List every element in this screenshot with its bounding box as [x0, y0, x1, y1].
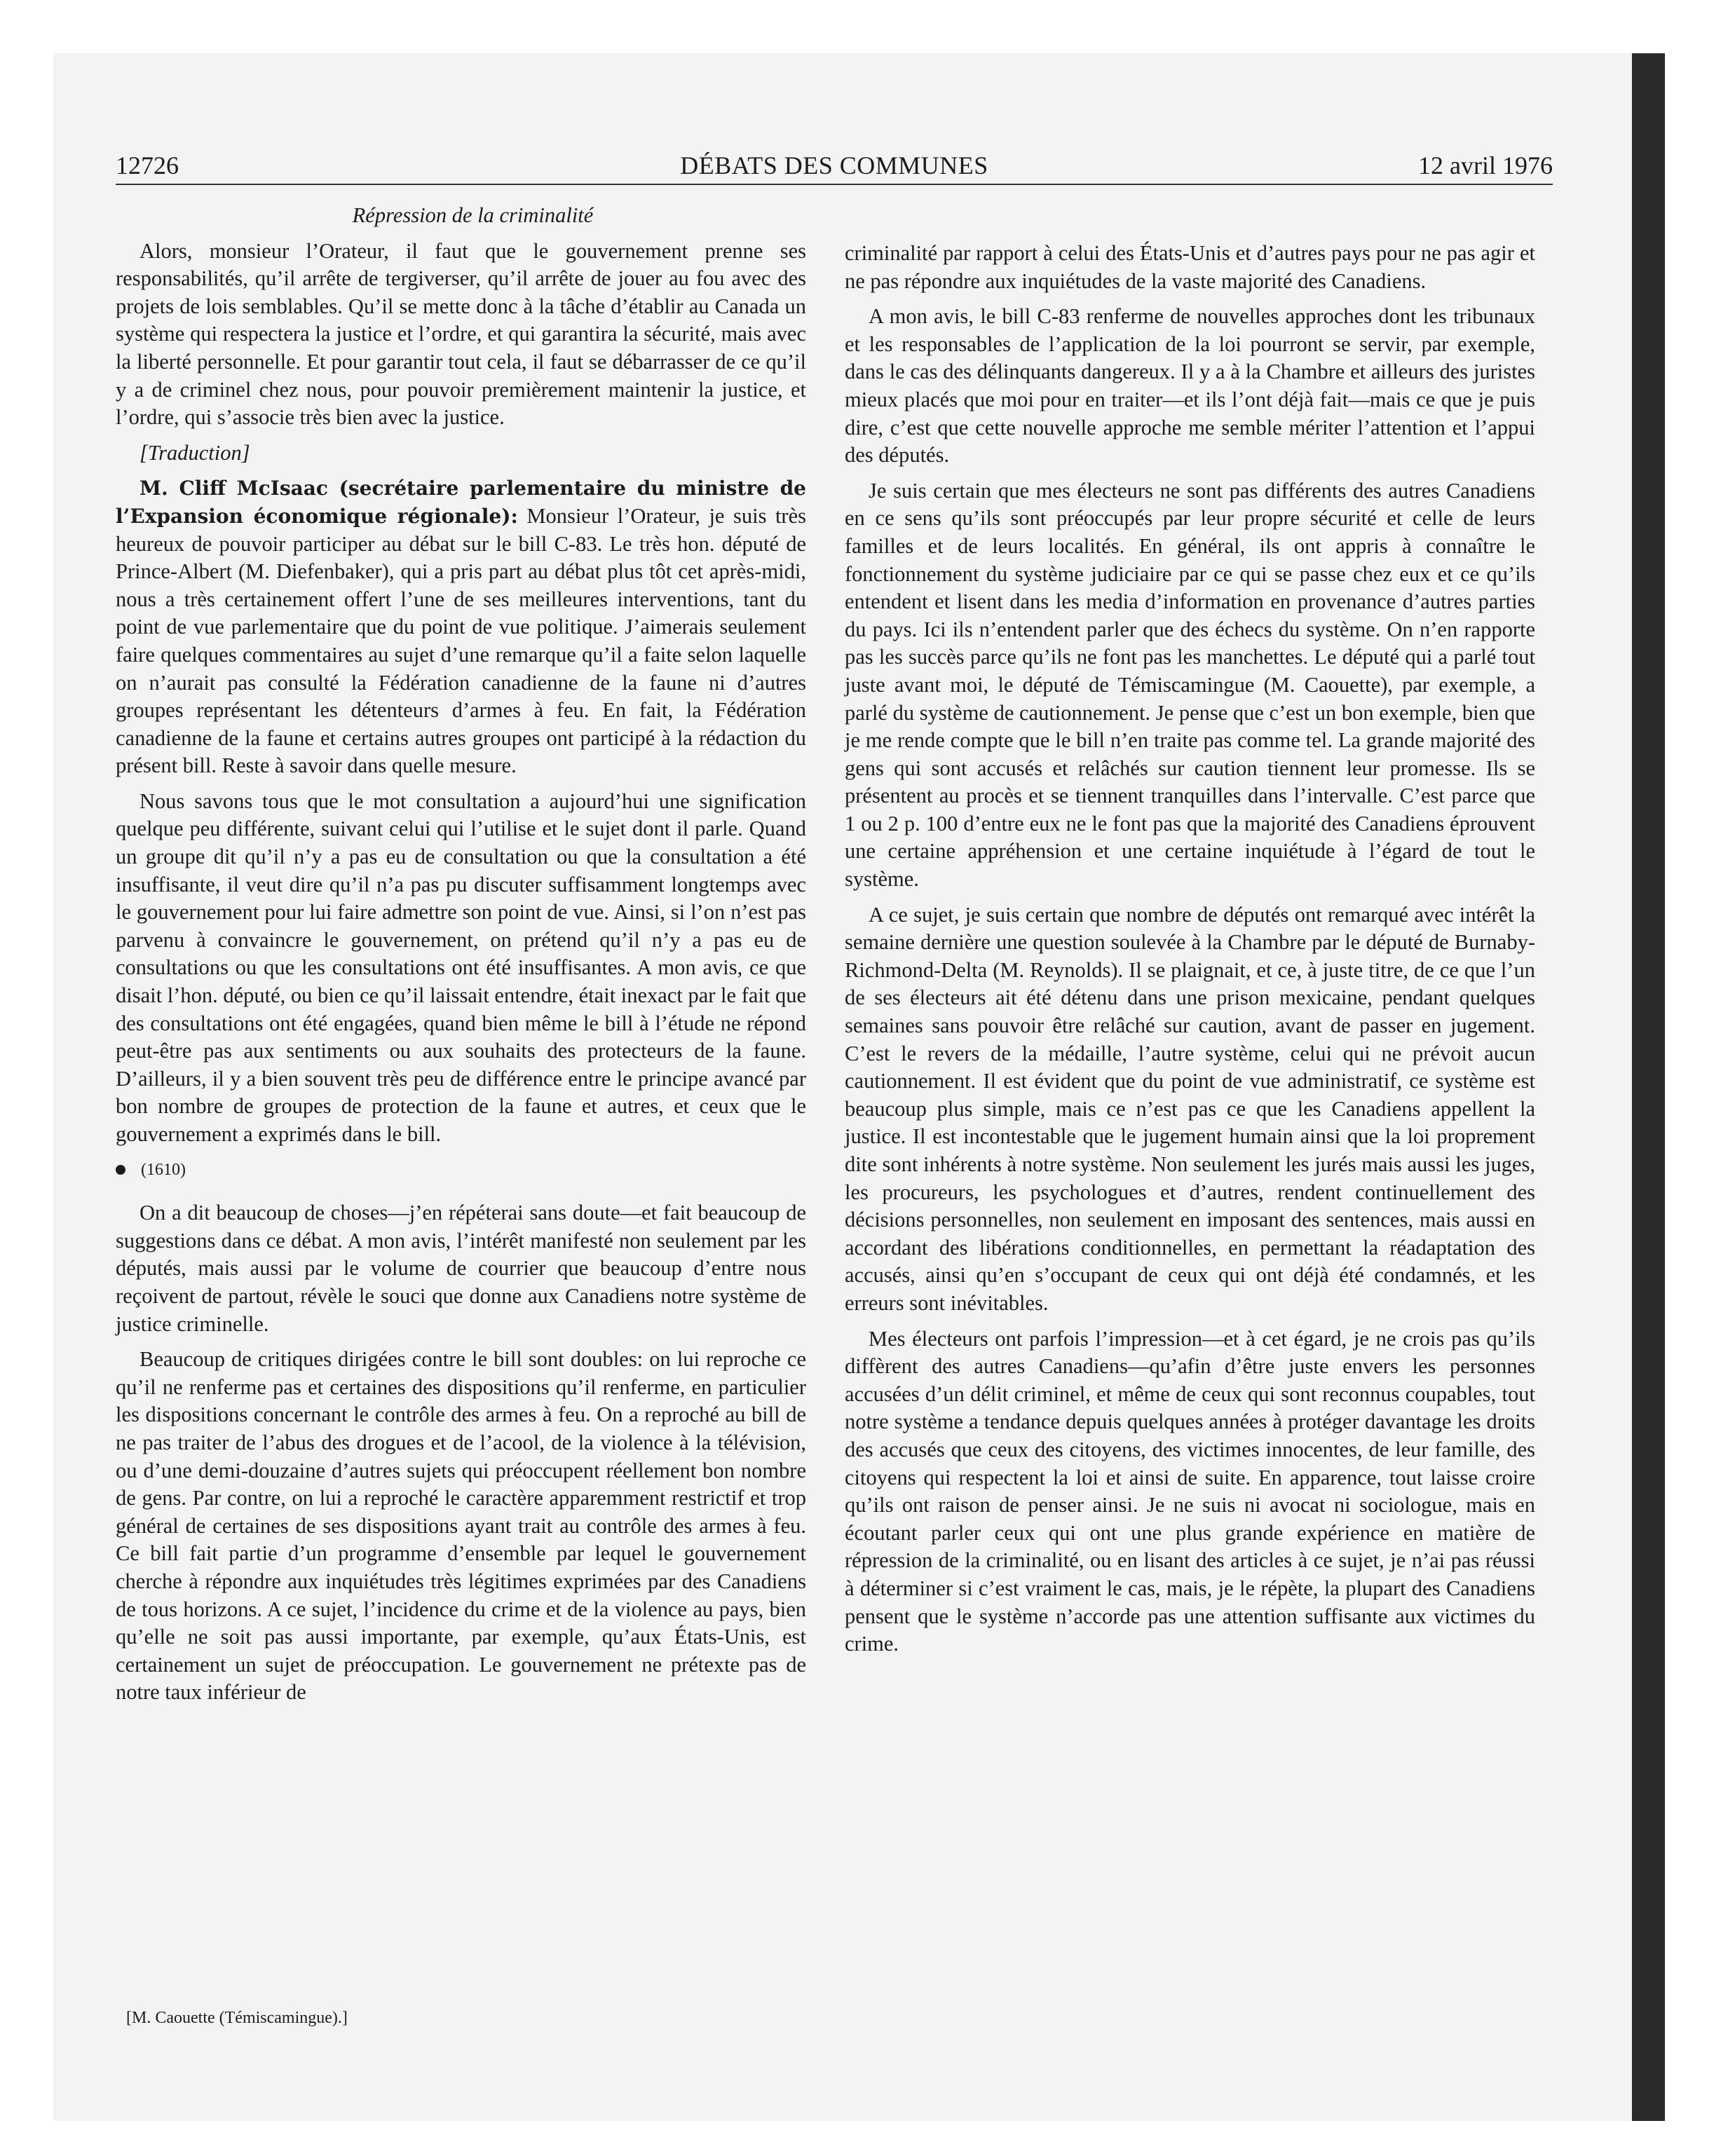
- paragraph: Je suis certain que mes électeurs ne sont pas différents des autres Canadiens en ce sens qu’ils sont préoccupés par leur propre sécurité et celle de leurs familles et de leurs localités. En général, ils ont appris à connaître le fonctionnement du système judiciaire par ce qui se passe chez eux et ce qu’ils entendent et lisent dans les media d’information en provenance d’autres parties du pays. Ici ils n’entendent parler que des échecs du système. On n’en rapporte pas les succès parce qu’ils ne font pas les manchettes. Le député qui a parlé tout juste avant moi, le député de Témiscamingue (M. Caouette), par exemple, a parlé du système de cautionnement. Je pense que c’est un bon exemple, bien que je me rende compte que le bill n’en traite pas comme tel. La grande majorité des gens qui sont accusés et relâchés sur caution tiennent leur promesse. Ils se présentent au procès et se tiennent tranquilles dans l’intervalle. C’est parce que 1 ou 2 p. 100 d’entre eux ne le font pas que la majorité des Canadiens éprouvent une certaine appréhension et une certaine inquiétude à l’égard de tout le système.: [845, 478, 1535, 892]
- footer-note: [M. Caouette (Témiscamingue).]: [126, 2009, 348, 2027]
- paragraph: Alors, monsieur l’Orateur, il faut que le gouvernement prenne ses responsabilités, qu’il arrête de tergiverser, qu’il arrête de jouer au fou avec des projets de lois semblables. Qu’il se mette donc à la tâche d’établir au Canada un système qui respectera la justice et l’ordre, et qui garantira la sécurité, mais avec la liberté personnelle. Et pour garantir tout cela, il faut se débarrasser de ce qu’il y a de criminel chez nous, pour pouvoir premièrement maintenir la justice, et l’ordre, qui s’associe très bien avec la justice.: [116, 238, 806, 430]
- paragraph: criminalité par rapport à celui des États-Unis et d’autres pays pour ne pas agir et ne pas répondre aux inquiétudes de la vaste majorité des Canadiens.: [845, 241, 1535, 293]
- speech-text: Monsieur l’Orateur, je suis très heureux de pouvoir participer au débat sur le bill C-83. Le très hon. député de Prince-Albert (M. Diefenbaker), qui a pris part au débat plus tôt cet après-midi, nous a très certainement offert l’une de ses meilleures interventions, tant du point de vue parlementaire que du point de vue politique. J’aimerais seulement faire quelques commentaires au sujet d’une remarque qu’il a faite selon laquelle on n’aurait pas consulté la Fédération canadienne de la faune ni d’autres groupes représentant les détenteurs d’armes à feu. En fait, la Fédération canadienne de la faune et certains autres groupes ont participé à la rédaction du présent bill. Reste à savoir dans quelle mesure.: [116, 503, 806, 778]
- publication-title: DÉBATS DES COMMUNES: [680, 151, 988, 179]
- right-column: [845, 240, 1535, 1666]
- paragraph: Nous savons tous que le mot consultation a aujourd’hui une signification quelque peu différente, suivant celui qui l’utilise et le sujet dont il parle. Quand un groupe dit qu’il n’y a pas eu de consultation ou que la consultation a été insuffisante, il veut dire qu’il n’a pas pu discuter suffisamment longtemps avec le gouvernement pour lui faire admettre son point de vue. Ainsi, si l’on n’est pas parvenu à convaincre le gouvernement, on prétend qu’il n’y a pas eu de consultations ou que les consultations ont été insuffisantes. A mon avis, ce que disait l’hon. député, ou bien ce qu’il laissait entendre, était inexact par le fait que des consultations ont été engagées, quand bien même le bill à l’étude ne répond peut-être pas aux sentiments ou aux souhaits des protecteurs de la faune. D’ailleurs, il y a bien souvent très peu de différence entre le principe avancé par bon nombre de groupes de protection de la faune et autres, et ceux que le gouvernement a exprimés dans le bill.: [116, 789, 806, 1146]
- scan-edge-bar: [1632, 53, 1665, 2121]
- page-header: [116, 149, 1553, 182]
- time-marker-label: (1610): [141, 1160, 186, 1179]
- speaker-paragraph: [116, 475, 806, 780]
- page-number: 12726: [116, 151, 179, 179]
- time-marker: [116, 1157, 806, 1185]
- page-date: 12 avril 1976: [1418, 151, 1553, 179]
- translation-label: [Traduction]: [140, 440, 250, 465]
- header-rule: [116, 184, 1553, 185]
- paragraph: Mes électeurs ont parfois l’impression—et à cet égard, je ne crois pas qu’ils diffèrent des autres Canadiens—qu’afin d’être juste envers les personnes accusées d’un délit criminel, et même de ceux qui sont reconnus coupables, tout notre système a tendance depuis quelques années à protéger davantage les droits des accusés que ceux des citoyens, des victimes innocentes, de leur famille, des citoyens qui respectent la loi et ainsi de suite. En apparence, tout laisse croire qu’ils ont raison de penser ainsi. Je ne suis ni avocat ni sociologue, mais en écoutant parler ceux qui ont une plus grande expérience en matière de répression de la criminalité, ou en lisant des articles à ce sujet, je n’ai pas réussi à déterminer si c’est vraiment le cas, mais, je le répète, la plupart des Canadiens pensent que le système n’accorde pas une attention suffisante aux victimes du crime.: [845, 1326, 1535, 1656]
- section-title: Répression de la criminalité: [352, 203, 594, 227]
- left-column: [116, 202, 806, 1714]
- bullet-icon: [116, 1165, 125, 1175]
- paragraph: A ce sujet, je suis certain que nombre de députés ont remarqué avec intérêt la semaine dernière une question soulevée à la Chambre par le député de Burnaby-Richmond-Delta (M. Reynolds). Il se plaignait, et ce, à juste titre, de ce que l’un de ses électeurs ait été détenu dans une prison mexicaine, pendant quelques semaines sans pouvoir être relâché sur caution, avant de passer en jugement. C’est le revers de la médaille, l’autre système, celui qui ne prévoit aucun cautionnement. Il est évident que du point de vue administratif, ce système est beaucoup plus simple, mais ce n’est pas ce que les Canadiens appellent la justice. Il est incontestable que le jugement humain ainsi que la loi proprement dite sont inhérents à notre système. Non seulement les jurés mais aussi les juges, les procureurs, les psychologues et d’autres, rendent continuellement des décisions personnelles, non seulement en imposant des sentences, mais aussi en accordant des libérations conditionnelles, en permettant la réadaptation des accusés, ainsi qu’en s’occupant de ceux qui ont déjà été condamnés, et les erreurs sont inévitables.: [845, 902, 1535, 1315]
- paragraph: On a dit beaucoup de choses—j’en répéterai sans doute—et fait beaucoup de suggestions dans ce débat. A mon avis, l’intérêt manifesté non seulement par les députés, mais aussi par le volume de courrier que beaucoup d’entre nous reçoivent de partout, révèle le souci que donne aux Canadiens notre système de justice criminelle.: [116, 1201, 806, 1336]
- paragraph: A mon avis, le bill C-83 renferme de nouvelles approches dont les tribunaux et les responsables de l’application de la loi pourront se servir, par exemple, dans le cas des délinquants dangereux. Il y a à la Chambre et ailleurs des juristes mieux placés que moi pour en traiter—et ils l’ont déjà fait—mais ce que je puis dire, c’est que cette nouvelle approche me semble mériter l’attention et l’appui des députés.: [845, 304, 1535, 468]
- paragraph: Beaucoup de critiques dirigées contre le bill sont doubles: on lui reproche ce qu’il ne renferme pas et certaines des dispositions qu’il renferme, en particulier les dispositions concernant le contrôle des armes à feu. On a reproché au bill de ne pas traiter de l’abus des drogues et de l’acool, de la violence à la télévision, ou d’une demi-douzaine d’autres sujets qui préoccupent réellement bon nombre de gens. Par contre, on lui a reproché le caractère apparemment restrictif et trop général de certaines de ses dispositions ayant trait au contrôle des armes à feu. Ce bill fait partie d’un programme d’ensemble par lequel le gouvernement cherche à répondre aux inquiétudes très légitimes exprimées par des Canadiens de tous horizons. A ce sujet, l’incidence du crime et de la violence au pays, bien qu’elle ne soit pas aussi importante, par exemple, qu’aux États-Unis, est certainement un sujet de préoccupation. Le gouvernement ne prétexte pas de notre taux inférieur de: [116, 1347, 806, 1705]
- speaker-name: M. Cliff McIsaac (secrétaire parlementaire du ministre de l’Expansion économique régionale):: [116, 477, 806, 528]
